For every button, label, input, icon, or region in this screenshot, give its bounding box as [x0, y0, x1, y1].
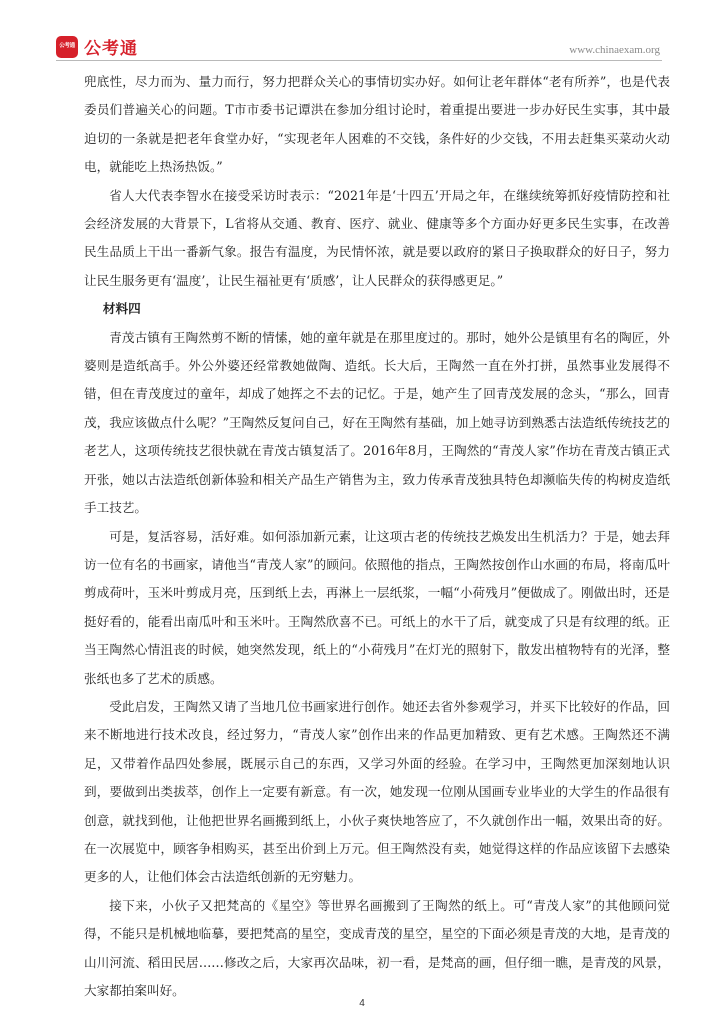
paragraph: 接下来，小伙子又把梵高的《星空》等世界名画搬到了王陶然的纸上。可“青茂人家”的其他顾问觉得，不能只是机械地临摹，要把梵高的星空，变成青茂的星空，星空的下面必须是青茂的大地，是青茂的山川河流、稻田民居……修改之后，大家再次品味，初一看，是梵高的画，但仔细一瞧，是青茂的风景，大家都拍案叫好。 [84, 897, 670, 998]
page-header [0, 0, 724, 64]
paragraph: 可是，复活容易，活好难。如何添加新元素，让这项古老的传统技艺焕发出生机活力？于是，她去拜访一位有名的书画家，请他当“青茂人家”的顾问。依照他的指点，王陶然按创作山水画的布局，将南瓜叶剪成荷叶，玉米叶剪成月亮，压到纸上去，再淋上一层纸浆，一幅“小荷残月”便做成了。刚做出时，还是挺好看的，能看出南瓜叶和玉米叶。王陶然欣喜不已。可纸上的水干了后，就变成了只是有纹理的纸。正当王陶然心情沮丧的时候，她突然发现，纸上的“小荷残月”在灯光的照射下，散发出植物特有的光泽，整张纸也多了艺术的质感。 [84, 528, 670, 686]
paragraph: 省人大代表李智水在接受采访时表示：“2021年是‘十四五’开局之年，在继续统筹抓好疫情防控和社会经济发展的大背景下，L省将从交通、教育、医疗、就业、健康等多个方面办好更多民生实事，在改善民生品质上干出一番新气象。报告有温度，为民情怀浓，就是要以政府的紧日子换取群众的好日子，努力让民生服务更有‘温度’，让民生福祉更有‘质感’，让人民群众的获得感更足。” [84, 187, 670, 288]
document-body [84, 68, 670, 1005]
header-divider [56, 60, 662, 61]
site-url[interactable]: www.chinaexam.org [569, 44, 660, 56]
paragraph: 受此启发，王陶然又请了当地几位书画家进行创作。她还去省外参观学习，并买下比较好的作品，回来不断地进行技术改良，经过努力，“青茂人家”创作出来的作品更加精致、更有艺术感。王陶然还不满足，又带着作品四处参展，既展示自己的东西，又学习外面的经验。在学习中，王陶然更加深刻地认识到，要做到出类拔萃，创作上一定要有新意。有一次，她发现一位刚从国画专业毕业的大学生的作品很有创意，就找到他，让他把世界名画搬到纸上，小伙子爽快地答应了，不久就创作出一幅，效果出奇的好。在一次展览中，顾客争相购买，甚至出价到上万元。但王陶然没有卖，她觉得这样的作品应该留下去感染更多的人，让他们体会古法造纸创新的无穷魅力。 [84, 698, 670, 885]
section-heading: 材料四 [102, 301, 141, 317]
paragraph: 青茂古镇有王陶然剪不断的情愫，她的童年就是在那里度过的。那时，她外公是镇里有名的陶匠，外婆则是造纸高手。外公外婆还经常教她做陶、造纸。长大后，王陶然一直在外打拼，虽然事业发展得不错，但在青茂度过的童年，却成了她挥之不去的记忆。于是，她产生了回青茂发展的念头，“那么，回青茂，我应该做点什么呢？”王陶然反复问自己，好在王陶然有基础，加上她寻访到熟悉古法造纸传统技艺的老艺人，这项传统技艺很快就在青茂古镇复活了。2016年8月，王陶然的“青茂人家”作坊在青茂古镇正式开张，她以古法造纸创新体验和相关产品生产销售为主，致力传承青茂独具特色却濒临失传的构树皮造纸手工技艺。 [84, 329, 670, 516]
logo-badge-icon: 公考通 [56, 36, 78, 58]
logo-text: 公考通 [84, 39, 138, 59]
logo[interactable] [56, 34, 138, 59]
paragraph: 兜底性，尽力而为、量力而行，努力把群众关心的事情切实办好。如何让老年群体“老有所养”，也是代表委员们普遍关心的问题。T市市委书记谭洪在参加分组讨论时，着重提出要进一步办好民生实事，其中最迫切的一条就是把老年食堂办好，“实现老年人困难的不交钱，条件好的少交钱，不用去赶集买菜动火动电，就能吃上热汤热饭。” [84, 74, 670, 175]
page-number: 4 [359, 998, 365, 1009]
